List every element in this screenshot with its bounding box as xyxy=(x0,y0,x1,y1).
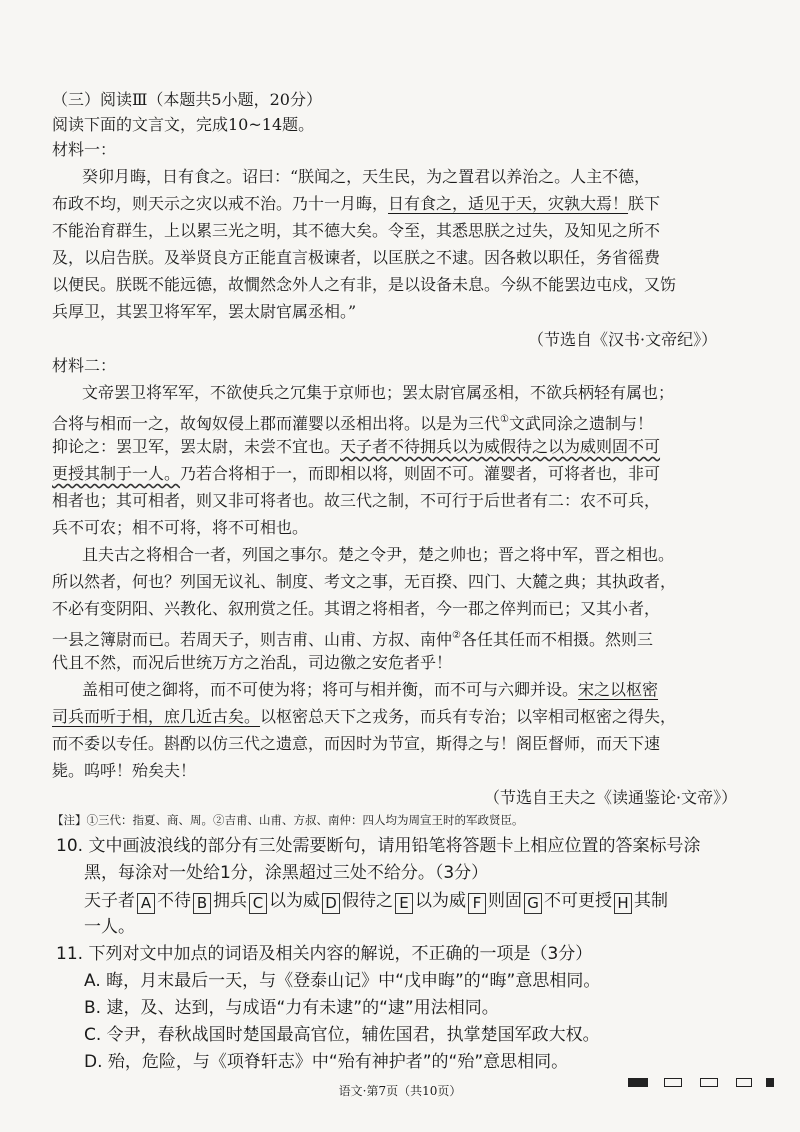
scan-mark xyxy=(628,1078,648,1087)
answer-box-c[interactable]: C xyxy=(249,893,267,914)
m2-line-14: 而不委以专任。斟酌以仿三代之遗意，而因时为节宣，斯得之与！阁臣督师，而天下速 xyxy=(52,734,661,753)
scan-mark xyxy=(736,1078,752,1087)
underlined-sentence-2b: 司兵而听于相，庶几近古矣。 xyxy=(52,707,261,726)
m2-line-12: 盖相可使之御将，而不可使为将；将可与相并衡，而不可与六卿并设。宋之以枢密 xyxy=(82,680,659,699)
q11-number: 11. xyxy=(56,944,84,964)
page-footer: 语文·第7页（共10页） xyxy=(338,1084,462,1098)
answer-box-d[interactable]: D xyxy=(322,893,340,914)
m1-line-2: 布政不均，则天示之灾以戒不治。乃十一月晦，日有食之，适见于天，灾孰大焉！朕下 xyxy=(52,194,661,213)
m2-line-4: 更授其制于一人。乃若合将相于一，而即相以将，则固不可。灌婴者，可将者也，非可 xyxy=(52,464,661,483)
q10-tail: 一人。 xyxy=(84,917,135,937)
instruction: 阅读下面的文言文，完成10~14题。 xyxy=(52,115,315,134)
answer-box-g[interactable]: G xyxy=(524,893,542,914)
underlined-sentence-2a: 宋之以枢密 xyxy=(578,680,659,699)
m2-line-9: 不必有变阴阳、兴教化、叙刑赏之任。其谓之将相者，今一郡之倅判而已；又其小者， xyxy=(52,599,661,618)
scan-mark xyxy=(664,1078,682,1087)
m1-line-1: 癸卯月晦，日有食之。诏曰：“朕闻之，天生民，为之置君以养治之。人主不德， xyxy=(82,167,651,186)
m1-line-4: 及，以启告朕。及举贤良方正能直言极谏者，以匡朕之不逮。因各敕以职任，务省徭费 xyxy=(52,248,661,267)
m2-line-10: 一县之簿尉而已。若周天子，则吉甫、山甫、方叔、南仲②各任其任而不相摄。然则三 xyxy=(52,630,653,649)
answer-box-h[interactable]: H xyxy=(614,893,632,914)
underlined-sentence-1: 日有食之，适见于天，灾孰大焉！ xyxy=(388,194,629,213)
m1-line-3: 不能治育群生，上以累三光之明，其不德大矣。令至，其悉思朕之过失，及知见之所不 xyxy=(52,221,661,240)
q10-options-line: 天子者 A 不待 B 拥兵 C 以为威 D 假待之 E 以为威 F 则固 G 不可更授 H 其制 xyxy=(84,891,668,912)
q11-stem: 11. 下列对文中加点的词语及相关内容的解说，不正确的一项是（3分） xyxy=(56,944,593,964)
material-1-label: 材料一： xyxy=(52,140,117,159)
m2-line-2: 合将与相而一之，故匈奴侵上郡而灌婴以丞相出将。以是为三代①文武同涂之遗制与！ xyxy=(52,414,653,433)
annotation-note: 【注】①三代：指夏、商、周。②吉甫、山甫、方叔、南仲：四人均为周宣王时的军政贤臣。 xyxy=(52,813,524,827)
q11-option-d[interactable]: D. 殆，危险，与《项脊轩志》中“殆有神护者”的“殆”意思相同。 xyxy=(84,1052,569,1072)
wavy-passage-part-1: 天子者不待拥兵以为威假待之以为威则固不可 xyxy=(340,437,661,456)
answer-box-f[interactable]: F xyxy=(468,893,486,914)
q10-number: 10. xyxy=(56,836,84,856)
m2-line-8: 所以然者，何也？列国无议礼、制度、考文之事，无百揆、四门、大麓之典；其执政者， xyxy=(52,572,677,591)
scan-mark xyxy=(700,1078,718,1087)
m2-line-13: 司兵而听于相，庶几近古矣。以枢密总天下之戎务，而兵有专治；以宰相司枢密之得失， xyxy=(52,707,677,726)
scan-mark xyxy=(766,1078,774,1087)
section-heading: （三）阅读Ⅲ（本题共5小题，20分） xyxy=(52,90,322,109)
m2-line-11: 代且不然，而况后世统万方之治乱，司边徼之安危者乎！ xyxy=(52,653,453,672)
m2-line-7: 且夫古之将相合一者，列国之事尔。楚之令尹，楚之帅也；晋之将中军，晋之相也。 xyxy=(82,545,675,564)
m2-line-15: 毙。呜呼！殆矣夫！ xyxy=(52,761,197,780)
m2-line-5: 相者也；其可相者，则又非可将者也。故三代之制，不可行于后世者有二：农不可兵， xyxy=(52,491,661,510)
answer-box-b[interactable]: B xyxy=(193,893,211,914)
q11-option-a[interactable]: A. 晦，月末最后一天，与《登泰山记》中“戊申晦”的“晦”意思相同。 xyxy=(84,971,601,991)
m2-line-6: 兵不可农；相不可将，将不可相也。 xyxy=(52,518,309,537)
m1-line-6: 兵厚卫，其罢卫将军军，罢太尉官属丞相。” xyxy=(52,302,357,321)
material-2-label: 材料二： xyxy=(52,356,117,375)
m1-source: （节选自《汉书·文帝纪》） xyxy=(528,330,718,349)
q10-stem-line-2: 黑，每涂对一处给1分，涂黑超过三处不给分。（3分） xyxy=(84,863,489,883)
q10-stem-line-1: 10. 文中画波浪线的部分有三处需要断句，请用铅笔将答题卡上相应位置的答案标号涂 xyxy=(56,836,701,856)
m1-line-5: 以便民。朕既不能远德，故憪然念外人之有非，是以设备未息。今纵不能罢边屯戍，又饬 xyxy=(52,275,677,294)
q11-option-b[interactable]: B. 逮，及、达到，与成语“力有未逮”的“逮”用法相同。 xyxy=(84,998,499,1018)
m2-line-1: 文帝罢卫将军军，不欲使兵之冗集于京师也；罢太尉官属丞相，不欲兵柄轻有属也； xyxy=(82,383,675,402)
wavy-passage-part-2: 更授其制于一人。 xyxy=(52,464,181,483)
answer-box-a[interactable]: A xyxy=(137,893,155,914)
answer-box-e[interactable]: E xyxy=(395,893,413,914)
m2-line-3: 抑论之：罢卫军，罢太尉，未尝不宜也。天子者不待拥兵以为威假待之以为威则固不可 xyxy=(52,437,661,456)
m2-source: （节选自王夫之《读通鉴论·文帝》） xyxy=(484,788,738,807)
q11-option-c[interactable]: C. 令尹，春秋战国时楚国最高官位，辅佐国君，执掌楚国军政大权。 xyxy=(84,1025,600,1045)
